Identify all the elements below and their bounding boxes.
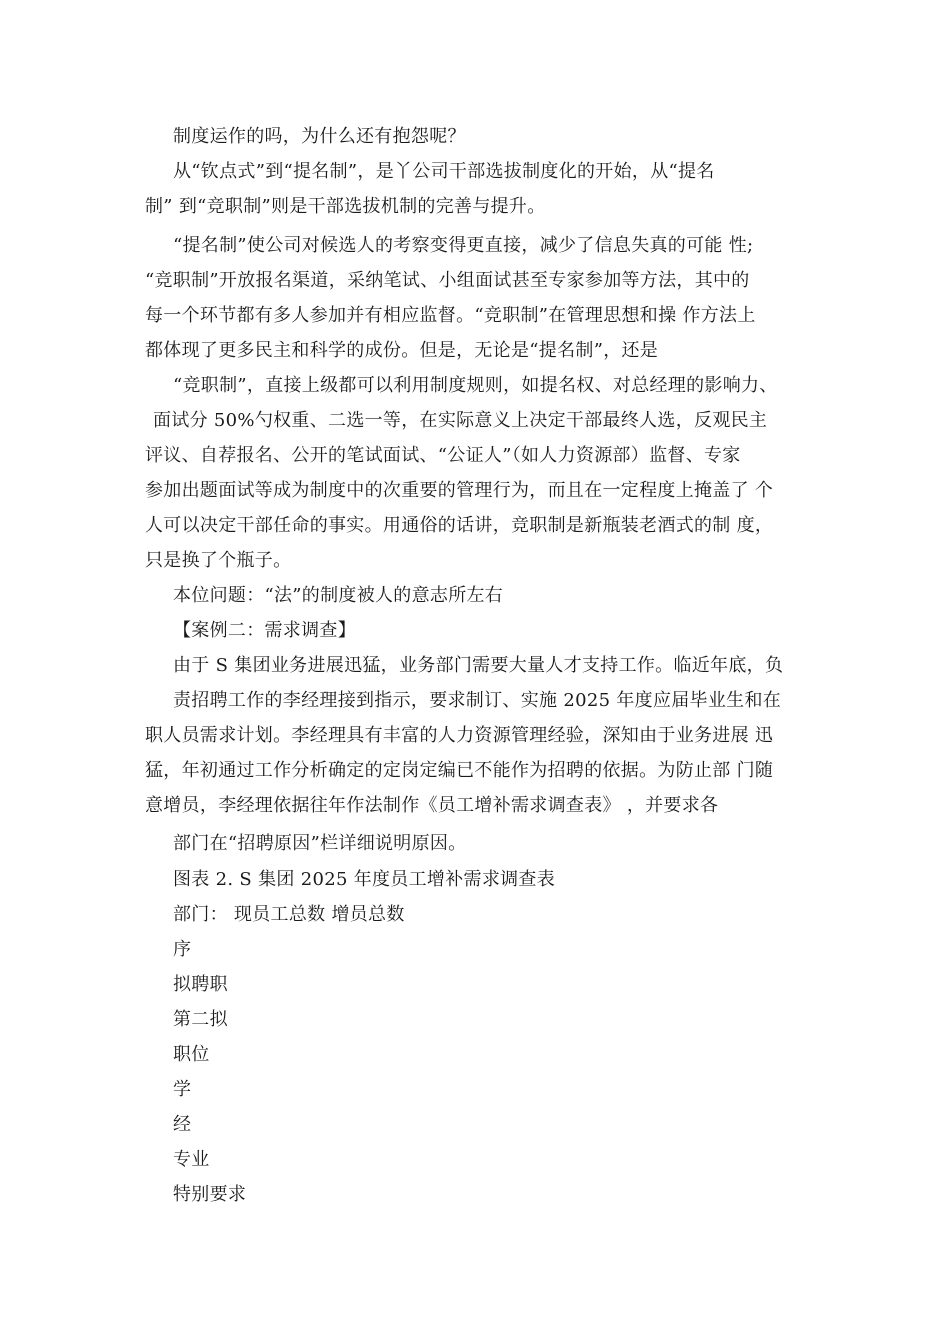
table-header-line: 部门： 现员工总数 增员总数	[173, 904, 405, 925]
paragraph-line: 猛，年初通过工作分析确定的定岗定编已不能作为招聘的依据。为防止部 门随	[145, 760, 774, 781]
table-field-label: 学	[173, 1079, 192, 1100]
paragraph-line: 只是换了个瓶子。	[145, 550, 292, 571]
table-field-label: 专业	[173, 1149, 210, 1170]
paragraph-line: 部门在“招聘原因”栏详细说明原因。	[173, 833, 467, 854]
table-field-label: 经	[173, 1114, 192, 1135]
paragraph-line: 制度运作的吗，为什么还有抱怨呢？	[173, 126, 466, 147]
table-field-label: 第二拟	[173, 1009, 228, 1030]
paragraph-line: 参加出题面试等成为制度中的次重要的管理行为，而且在一定程度上掩盖了 个	[145, 480, 774, 501]
paragraph-line: 面试分 50%勺权重、二选一等，在实际意义上决定干部最终人选，反观民主	[153, 410, 768, 431]
paragraph-line: 从“钦点式”到“提名制”，是丫公司干部选拔制度化的开始，从“提名	[173, 161, 715, 182]
table-field-label: 拟聘职	[173, 974, 228, 995]
paragraph-line: 评议、自荐报名、公开的笔试面试、“公证人”（如人力资源部）监督、专家	[145, 445, 741, 466]
table-field-label: 特别要求	[173, 1184, 247, 1205]
paragraph-line: “竞职制”开放报名渠道，采纳笔试、小组面试甚至专家参加等方法，其中的	[145, 270, 750, 291]
paragraph-line: “竞职制”，直接上级都可以利用制度规则，如提名权、对总经理的影响力、	[173, 375, 778, 396]
section-heading: 本位问题：“法”的制度被人的意志所左右	[173, 585, 504, 606]
paragraph-line: 由于 S 集团业务进展迅猛，业务部门需要大量人才支持工作。临近年底，负	[173, 655, 784, 676]
paragraph-line: 制” 到“竞职制”则是干部选拔机制的完善与提升。	[145, 196, 546, 217]
paragraph-line: 职人员需求计划。李经理具有丰富的人力资源管理经验，深知由于业务进展 迅	[145, 725, 774, 746]
case-heading: 【案例二：需求调查】	[173, 620, 356, 641]
figure-caption: 图表 2. S 集团 2025 年度员工增补需求调查表	[173, 869, 556, 890]
paragraph-line: 人可以决定干部任命的事实。用通俗的话讲，竞职制是新瓶装老酒式的制 度，	[145, 515, 774, 536]
paragraph-line: 每一个环节都有多人参加并有相应监督。“竞职制”在管理思想和操 作方法上	[145, 305, 756, 326]
paragraph-line: “提名制”使公司对候选人的考察变得更直接，减少了信息失真的可能 性;	[173, 235, 754, 256]
table-field-label: 序	[173, 939, 192, 960]
paragraph-line: 责招聘工作的李经理接到指示，要求制订、实施 2025 年度应届毕业生和在	[173, 690, 782, 711]
paragraph-line: 意增员，李经理依据往年作法制作《员工增补需求调查表》 ，并要求各	[145, 795, 719, 816]
table-field-label: 职位	[173, 1044, 210, 1065]
paragraph-line: 都体现了更多民主和科学的成份。但是，无论是“提名制”，还是	[145, 340, 659, 361]
